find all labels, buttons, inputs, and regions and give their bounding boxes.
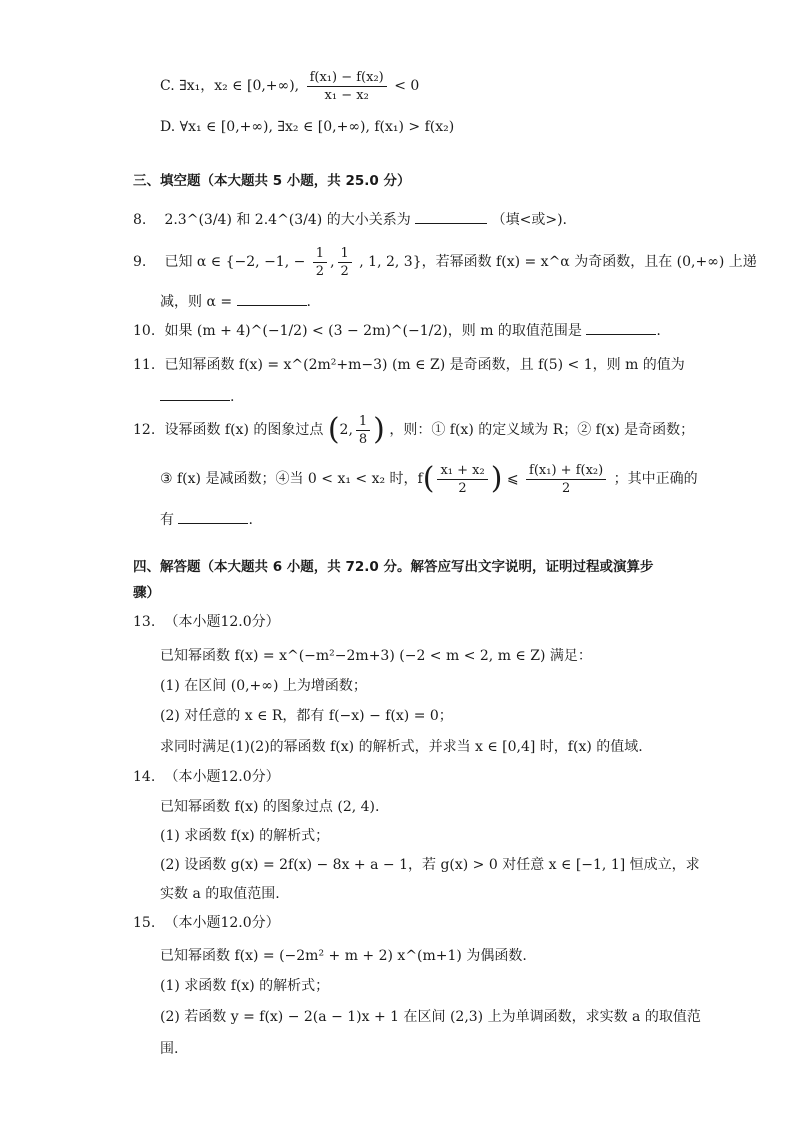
question-9-line-2: 减，则 α = .: [160, 291, 311, 312]
fraction-denominator: 2: [315, 263, 325, 279]
question-suffix: （填<或>).: [491, 212, 567, 228]
question-number: 10.: [133, 323, 156, 339]
question-14: [133, 767, 280, 787]
answer-blank: [178, 509, 248, 524]
question-text: 2.3^(3/4) 和 2.4^(3/4) 的大小关系为: [164, 212, 411, 228]
question-14-line-3: (2) 设函数 g(x) = 2f(x) − 8x + a − 1，若 g(x) > 0 对任意 x ∈ [−1, 1] 恒成立，求: [160, 857, 700, 873]
fraction-numerator: 1: [356, 413, 370, 431]
answer-blank: [586, 320, 656, 335]
option-c-suffix: < 0: [394, 78, 420, 94]
question-15-line-3: (2) 若函数 y = f(x) − 2(a − 1)x + 1 在区间 (2,3) 上为单调函数，求实数 a 的取值范: [160, 1009, 701, 1025]
fraction-numerator: 1: [338, 245, 352, 263]
question-number: 15.: [133, 915, 156, 931]
question-11-line-2: .: [160, 386, 234, 407]
question-13: [133, 612, 280, 632]
answer-blank: [160, 386, 230, 401]
question-text: 有: [160, 512, 174, 528]
question-10: 10. 如果 (m + 4)^(−1/2) < (3 − 2m)^(−1/2)，则 m 的取值范围是 .: [133, 320, 661, 341]
question-score: （本小题12.0分）: [164, 614, 280, 630]
option-c-prefix: C. ∃x₁，x₂ ∈ [0,+∞),: [160, 78, 300, 94]
question-12-line-2: ③ f(x) 是减函数；④当 0 < x₁ < x₂ 时，f( $\frac{\text{x₁ + x₂}}{2}$ ) ⩽ $\frac{\text{f(x₁) + f(x₂)}}{2}$ ；其中正确的: [160, 461, 698, 496]
question-13-line-4: 求同时满足(1)(2)的幂函数 f(x) 的解析式，并求当 x ∈ [0,4] 时，f(x) 的值域.: [160, 739, 643, 755]
question-number: 13.: [133, 614, 156, 630]
question-text: 已知幂函数 f(x) = x^(2m²+m−3) (m ∈ Z) 是奇函数，且 f(5) < 1，则 m 的值为: [164, 357, 685, 373]
fraction-denominator: 2: [340, 263, 349, 279]
question-15-line-1: 已知幂函数 f(x) = (−2m² + m + 2) x^(m+1) 为偶函数.: [160, 948, 527, 964]
question-number: 12.: [133, 422, 156, 438]
question-13-line-2: (1) 在区间 (0,+∞) 上为增函数；: [160, 678, 367, 694]
section-3-heading: 三、填空题（本大题共 5 小题，共 25.0 分）: [133, 173, 411, 189]
question-text: ③ f(x) 是减函数；④当 0 < x₁ < x₂ 时，f: [160, 471, 423, 487]
question-score: （本小题12.0分）: [164, 915, 280, 931]
question-text-post: , 1, 2, 3}，若幂函数 f(x) = x^α 为奇函数，且在 (0,+∞) 上递: [359, 254, 757, 270]
question-score: （本小题12.0分）: [164, 769, 280, 785]
option-c-denominator: x₁ − x₂: [324, 87, 369, 103]
question-number: 9.: [133, 254, 147, 270]
question-13-line-3: (2) 对任意的 x ∈ R，都有 f(−x) − f(x) = 0；: [160, 708, 453, 724]
option-c-numerator: f(x₁) − f(x₂): [307, 69, 387, 87]
fraction-denominator: 2: [561, 480, 571, 496]
fraction-numerator: x₁ + x₂: [437, 462, 487, 480]
option-c: [160, 66, 419, 106]
fraction-half-1: [313, 245, 327, 280]
fraction-denominator: 8: [358, 431, 368, 447]
question-9: 9. 已知 α ∈ {−2, −1, − $\frac{1}{2}$ , $\frac{1}{2}$ , 1, 2, 3}，若幂函数 f(x) = x^α 为奇函数，且在 (0,+∞) 上递: [133, 245, 757, 279]
point-x: 2,: [339, 422, 353, 438]
question-14-line-4: 实数 a 的取值范围.: [160, 886, 280, 902]
option-d: D. ∀x₁ ∈ [0,+∞), ∃x₂ ∈ [0,+∞), f(x₁) > f(x₂): [160, 119, 455, 135]
question-11: [133, 355, 685, 375]
question-14-line-2: (1) 求函数 f(x) 的解析式；: [160, 828, 330, 844]
right-fraction: [526, 462, 606, 497]
fraction-half-2: [338, 245, 352, 280]
question-text-pre: 设幂函数 f(x) 的图象过点: [164, 422, 324, 438]
question-text-pre: 已知 α ∈ {−2, −1, −: [164, 254, 306, 270]
question-15-line-2: (1) 求函数 f(x) 的解析式；: [160, 978, 330, 994]
fraction-numerator: f(x₁) + f(x₂): [526, 462, 606, 480]
option-c-fraction: [307, 69, 387, 104]
question-8: [133, 209, 567, 230]
fraction-numerator: 1: [313, 245, 327, 263]
question-number: 8.: [133, 212, 147, 228]
answer-blank: [415, 209, 487, 224]
fraction-denominator: 2: [458, 480, 467, 496]
left-fraction: [437, 462, 487, 497]
answer-blank: [237, 291, 307, 306]
point-y-fraction: [356, 413, 370, 448]
question-13-line-1: 已知幂函数 f(x) = x^(−m²−2m+3) (−2 < m < 2, m ∈ Z) 满足：: [160, 648, 592, 664]
question-12: 12. 设幂函数 f(x) 的图象过点 (2, $\frac{1}{8}$ ) ，则：① f(x) 的定义域为 R；② f(x) 是奇函数；: [133, 410, 694, 450]
section-4-heading-cont: 骤）: [133, 585, 160, 601]
question-text: 如果 (m + 4)^(−1/2) < (3 − 2m)^(−1/2)，则 m 的取值范围是: [164, 323, 582, 339]
question-15-line-4: 围.: [160, 1041, 179, 1057]
question-text-post: ，则：① f(x) 的定义域为 R；② f(x) 是奇函数；: [389, 422, 695, 438]
question-14-line-1: 已知幂函数 f(x) 的图象过点 (2, 4).: [160, 799, 380, 815]
question-number: 14.: [133, 769, 156, 785]
question-12-line-3: 有 .: [160, 509, 253, 530]
section-4-heading: 四、解答题（本大题共 6 小题，共 72.0 分。解答应写出文字说明，证明过程或演算步: [133, 559, 654, 575]
question-15: [133, 913, 280, 933]
question-text: 减，则 α =: [160, 294, 233, 310]
question-number: 11.: [133, 357, 156, 373]
question-text: ；其中正确的: [613, 471, 698, 487]
inequality-sign: ⩽: [506, 471, 519, 487]
